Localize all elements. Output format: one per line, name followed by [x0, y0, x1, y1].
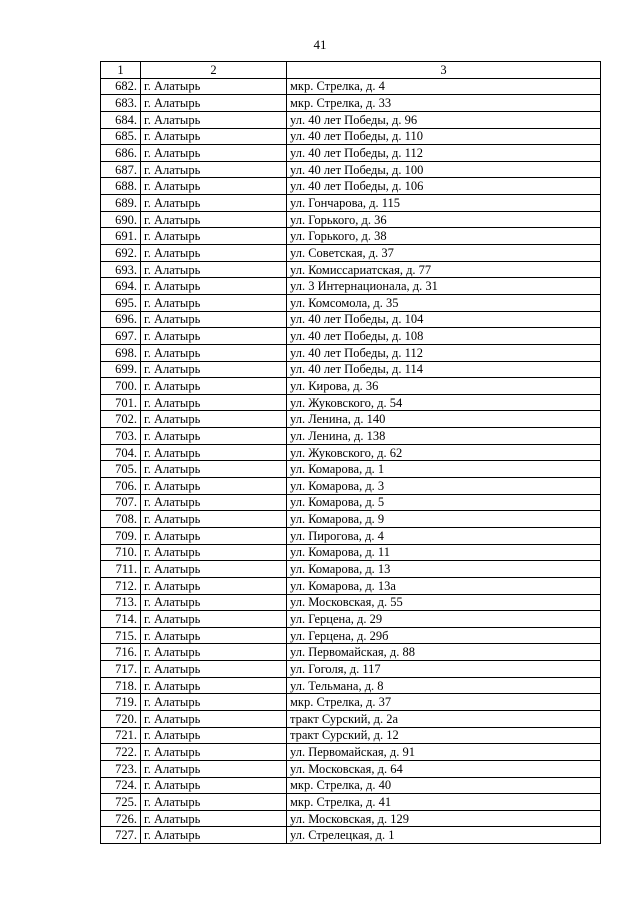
table-row [101, 311, 601, 328]
row-number: 707. [101, 494, 141, 511]
row-city: г. Алатырь [141, 111, 287, 128]
table-row [101, 794, 601, 811]
row-address: ул. Первомайская, д. 91 [287, 744, 601, 761]
row-address: ул. Комарова, д. 13 [287, 561, 601, 578]
row-address: ул. 40 лет Победы, д. 114 [287, 361, 601, 378]
table-row [101, 228, 601, 245]
row-number: 713. [101, 594, 141, 611]
row-address: ул. Ленина, д. 138 [287, 428, 601, 445]
row-city: г. Алатырь [141, 211, 287, 228]
row-number: 692. [101, 245, 141, 262]
row-address: ул. Горького, д. 36 [287, 211, 601, 228]
row-city: г. Алатырь [141, 577, 287, 594]
table-row [101, 544, 601, 561]
row-address: мкр. Стрелка, д. 4 [287, 78, 601, 95]
row-number: 694. [101, 278, 141, 295]
row-address: тракт Сурский, д. 12 [287, 727, 601, 744]
row-number: 705. [101, 461, 141, 478]
row-number: 682. [101, 78, 141, 95]
table-row [101, 444, 601, 461]
column-header-city: 2 [141, 62, 287, 79]
row-address: ул. 40 лет Победы, д. 112 [287, 145, 601, 162]
row-number: 693. [101, 261, 141, 278]
table-row [101, 178, 601, 195]
table-row [101, 361, 601, 378]
row-address: ул. Герцена, д. 29б [287, 627, 601, 644]
row-number: 719. [101, 694, 141, 711]
row-number: 709. [101, 527, 141, 544]
row-address: ул. Комарова, д. 11 [287, 544, 601, 561]
row-address: ул. Московская, д. 64 [287, 760, 601, 777]
row-number: 724. [101, 777, 141, 794]
row-address: ул. Гоголя, д. 117 [287, 661, 601, 678]
table-row [101, 760, 601, 777]
row-number: 726. [101, 810, 141, 827]
row-city: г. Алатырь [141, 161, 287, 178]
row-number: 711. [101, 561, 141, 578]
table-row [101, 378, 601, 395]
table-row [101, 710, 601, 727]
table-row [101, 777, 601, 794]
table-row [101, 245, 601, 262]
row-address: ул. Комарова, д. 9 [287, 511, 601, 528]
row-number: 702. [101, 411, 141, 428]
row-number: 687. [101, 161, 141, 178]
row-address: ул. 40 лет Победы, д. 100 [287, 161, 601, 178]
row-address: ул. 40 лет Победы, д. 104 [287, 311, 601, 328]
row-number: 727. [101, 827, 141, 844]
row-city: г. Алатырь [141, 195, 287, 212]
row-number: 717. [101, 661, 141, 678]
row-number: 704. [101, 444, 141, 461]
row-number: 699. [101, 361, 141, 378]
row-city: г. Алатырь [141, 344, 287, 361]
table-row [101, 78, 601, 95]
table-row [101, 527, 601, 544]
table-row [101, 727, 601, 744]
address-table [100, 61, 601, 844]
row-number: 718. [101, 677, 141, 694]
row-address: ул. 40 лет Победы, д. 108 [287, 328, 601, 345]
row-city: г. Алатырь [141, 611, 287, 628]
row-city: г. Алатырь [141, 245, 287, 262]
row-number: 714. [101, 611, 141, 628]
row-address: ул. Комарова, д. 13а [287, 577, 601, 594]
row-number: 706. [101, 478, 141, 495]
row-city: г. Алатырь [141, 261, 287, 278]
row-address: мкр. Стрелка, д. 37 [287, 694, 601, 711]
row-address: ул. 3 Интернационала, д. 31 [287, 278, 601, 295]
row-number: 710. [101, 544, 141, 561]
row-address: ул. 40 лет Победы, д. 106 [287, 178, 601, 195]
row-address: ул. Комарова, д. 5 [287, 494, 601, 511]
row-address: ул. Первомайская, д. 88 [287, 644, 601, 661]
row-number: 722. [101, 744, 141, 761]
row-address: ул. Московская, д. 129 [287, 810, 601, 827]
row-number: 683. [101, 95, 141, 112]
row-number: 695. [101, 294, 141, 311]
row-city: г. Алатырь [141, 78, 287, 95]
table-row [101, 810, 601, 827]
row-address: ул. Комиссариатская, д. 77 [287, 261, 601, 278]
table-row [101, 827, 601, 844]
row-address: ул. Кирова, д. 36 [287, 378, 601, 395]
row-city: г. Алатырь [141, 361, 287, 378]
row-city: г. Алатырь [141, 311, 287, 328]
row-city: г. Алатырь [141, 627, 287, 644]
table-row [101, 145, 601, 162]
row-address: ул. Тельмана, д. 8 [287, 677, 601, 694]
table-row [101, 744, 601, 761]
table-body [101, 62, 601, 844]
row-city: г. Алатырь [141, 278, 287, 295]
table-row [101, 294, 601, 311]
row-city: г. Алатырь [141, 95, 287, 112]
column-header-address: 3 [287, 62, 601, 79]
row-address: тракт Сурский, д. 2а [287, 710, 601, 727]
row-address: ул. Комсомола, д. 35 [287, 294, 601, 311]
row-address: ул. Стрелецкая, д. 1 [287, 827, 601, 844]
table-row [101, 677, 601, 694]
page-number: 41 [313, 37, 327, 52]
table-row [101, 411, 601, 428]
row-number: 720. [101, 710, 141, 727]
row-address: ул. Советская, д. 37 [287, 245, 601, 262]
row-number: 723. [101, 760, 141, 777]
row-number: 688. [101, 178, 141, 195]
row-number: 708. [101, 511, 141, 528]
row-address: ул. Пирогова, д. 4 [287, 527, 601, 544]
table-row [101, 278, 601, 295]
table-row [101, 478, 601, 495]
row-city: г. Алатырь [141, 677, 287, 694]
row-number: 703. [101, 428, 141, 445]
row-city: г. Алатырь [141, 128, 287, 145]
row-address: ул. Жуковского, д. 62 [287, 444, 601, 461]
row-number: 691. [101, 228, 141, 245]
column-header-number: 1 [101, 62, 141, 79]
table-row [101, 128, 601, 145]
row-address: ул. Горького, д. 38 [287, 228, 601, 245]
row-number: 698. [101, 344, 141, 361]
row-city: г. Алатырь [141, 694, 287, 711]
row-city: г. Алатырь [141, 644, 287, 661]
row-city: г. Алатырь [141, 661, 287, 678]
row-address: мкр. Стрелка, д. 41 [287, 794, 601, 811]
row-city: г. Алатырь [141, 594, 287, 611]
row-address: ул. Московская, д. 55 [287, 594, 601, 611]
table-row [101, 328, 601, 345]
row-city: г. Алатырь [141, 145, 287, 162]
row-address: ул. Жуковского, д. 54 [287, 394, 601, 411]
row-city: г. Алатырь [141, 178, 287, 195]
row-number: 701. [101, 394, 141, 411]
row-city: г. Алатырь [141, 228, 287, 245]
row-address: ул. Герцена, д. 29 [287, 611, 601, 628]
row-address: ул. Ленина, д. 140 [287, 411, 601, 428]
row-number: 685. [101, 128, 141, 145]
row-city: г. Алатырь [141, 710, 287, 727]
row-city: г. Алатырь [141, 328, 287, 345]
table-row [101, 561, 601, 578]
table-header-row [101, 62, 601, 79]
table-row [101, 211, 601, 228]
table-row [101, 494, 601, 511]
row-city: г. Алатырь [141, 428, 287, 445]
row-city: г. Алатырь [141, 511, 287, 528]
table-row [101, 344, 601, 361]
row-city: г. Алатырь [141, 544, 287, 561]
table-row [101, 511, 601, 528]
row-city: г. Алатырь [141, 461, 287, 478]
table-row [101, 644, 601, 661]
row-number: 697. [101, 328, 141, 345]
row-number: 690. [101, 211, 141, 228]
row-address: ул. 40 лет Победы, д. 96 [287, 111, 601, 128]
row-address: мкр. Стрелка, д. 40 [287, 777, 601, 794]
row-number: 696. [101, 311, 141, 328]
row-city: г. Алатырь [141, 294, 287, 311]
row-city: г. Алатырь [141, 810, 287, 827]
table-row [101, 594, 601, 611]
row-number: 725. [101, 794, 141, 811]
row-city: г. Алатырь [141, 411, 287, 428]
row-number: 712. [101, 577, 141, 594]
row-address: ул. 40 лет Победы, д. 112 [287, 344, 601, 361]
row-city: г. Алатырь [141, 777, 287, 794]
table-row [101, 661, 601, 678]
row-number: 721. [101, 727, 141, 744]
table-row [101, 461, 601, 478]
table-row [101, 111, 601, 128]
row-city: г. Алатырь [141, 494, 287, 511]
row-number: 684. [101, 111, 141, 128]
table-row [101, 611, 601, 628]
row-number: 689. [101, 195, 141, 212]
row-number: 716. [101, 644, 141, 661]
table-row [101, 95, 601, 112]
table-row [101, 161, 601, 178]
row-city: г. Алатырь [141, 561, 287, 578]
row-number: 686. [101, 145, 141, 162]
row-address: ул. Комарова, д. 1 [287, 461, 601, 478]
table-row [101, 428, 601, 445]
row-city: г. Алатырь [141, 394, 287, 411]
row-city: г. Алатырь [141, 760, 287, 777]
row-address: ул. Комарова, д. 3 [287, 478, 601, 495]
table-row [101, 261, 601, 278]
table-row [101, 577, 601, 594]
row-address: ул. Гончарова, д. 115 [287, 195, 601, 212]
row-city: г. Алатырь [141, 478, 287, 495]
row-city: г. Алатырь [141, 744, 287, 761]
row-city: г. Алатырь [141, 444, 287, 461]
row-number: 700. [101, 378, 141, 395]
row-city: г. Алатырь [141, 827, 287, 844]
row-city: г. Алатырь [141, 527, 287, 544]
table-row [101, 627, 601, 644]
table-row [101, 694, 601, 711]
row-city: г. Алатырь [141, 727, 287, 744]
row-address: ул. 40 лет Победы, д. 110 [287, 128, 601, 145]
table-row [101, 195, 601, 212]
row-city: г. Алатырь [141, 378, 287, 395]
row-number: 715. [101, 627, 141, 644]
row-address: мкр. Стрелка, д. 33 [287, 95, 601, 112]
table-row [101, 394, 601, 411]
row-city: г. Алатырь [141, 794, 287, 811]
